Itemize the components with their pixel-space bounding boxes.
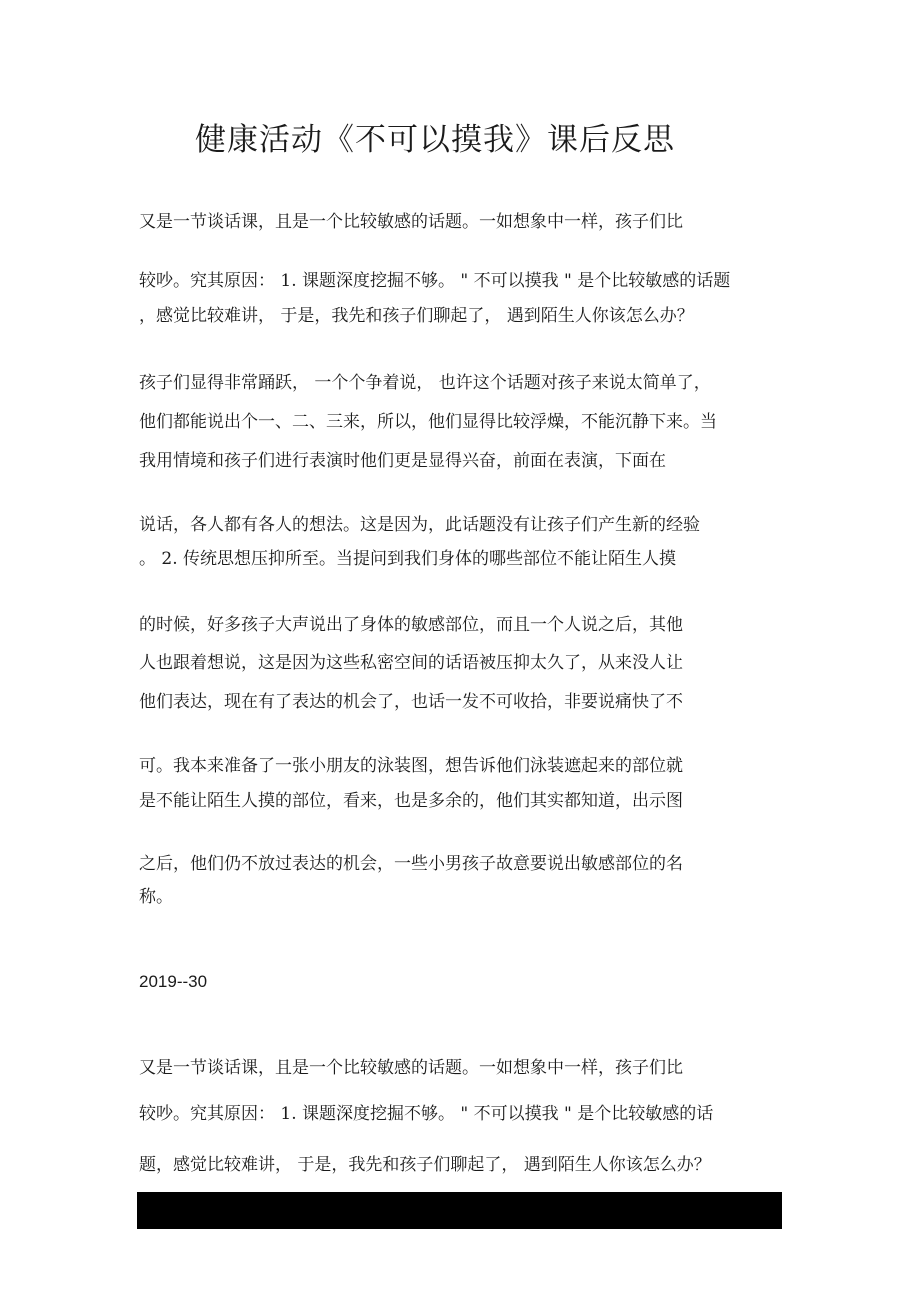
body-line: 又是一节谈话课，且是一个比较敏感的话题。一如想象中一样，孩子们比 [139,212,683,232]
repeat-body-line: 较吵。究其原因： 1. 课题深度挖掘不够。 " 不可以摸我 " 是个比较敏感的话 [139,1104,714,1124]
document-date: 2019--30 [139,972,208,991]
body-line: 是不能让陌生人摸的部位，看来，也是多余的，他们其实都知道，出示图 [139,791,683,811]
body-line: 称。 [139,887,173,907]
body-line: 人也跟着想说，这是因为这些私密空间的话语被压抑太久了，从来没人让 [139,653,683,673]
body-line: ，感觉比较难讲， 于是，我先和孩子们聊起了， 遇到陌生人你该怎么办？ [139,306,694,326]
body-line: 我用情境和孩子们进行表演时他们更是显得兴奋，前面在表演，下面在 [139,451,666,471]
body-line: 之后，他们仍不放过表达的机会，一些小男孩子故意要说出敏感部位的名 [139,854,683,874]
body-line: 较吵。究其原因： 1. 课题深度挖掘不够。 " 不可以摸我 " 是个比较敏感的话题 [139,271,731,291]
repeat-body-line: 题，感觉比较难讲， 于是，我先和孩子们聊起了， 遇到陌生人你该怎么办？ [139,1155,711,1175]
body-line: 说话，各人都有各人的想法。这是因为，此话题没有让孩子们产生新的经验 [139,515,700,535]
body-line: 。 2. 传统思想压抑所至。当提问到我们身体的哪些部位不能让陌生人摸 [139,549,677,569]
repeat-body-line: 又是一节谈话课，且是一个比较敏感的话题。一如想象中一样，孩子们比 [139,1058,683,1078]
body-line: 他们表达，现在有了表达的机会了，也话一发不可收拾，非要说痛快了不 [139,692,683,712]
redaction-bar [137,1192,782,1229]
body-line: 他们都能说出个一、二、三来，所以，他们显得比较浮燥，不能沉静下来。当 [139,412,717,432]
body-line: 孩子们显得非常踊跃， 一个个争着说， 也许这个话题对孩子来说太简单了， [139,373,711,393]
document-title: 健康活动《不可以摸我》课后反思 [195,122,675,158]
body-line: 的时候，好多孩子大声说出了身体的敏感部位，而且一个人说之后，其他 [139,615,683,635]
body-line: 可。我本来准备了一张小朋友的泳装图，想告诉他们泳装遮起来的部位就 [139,756,683,776]
